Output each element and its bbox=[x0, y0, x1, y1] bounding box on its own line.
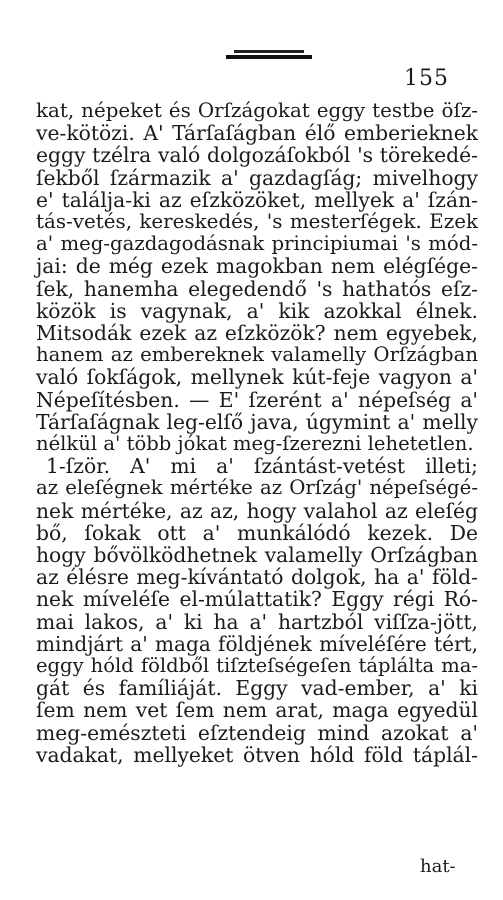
text-line: ve-kötözi. A' Tárſaſágban élő emberieknek bbox=[36, 121, 478, 146]
text-line: való ſokſágok, mellynek kút-feje vagyon a' bbox=[36, 365, 478, 390]
text-line: nek mértéke, az az, hogy valahol az eleſég bbox=[36, 498, 478, 523]
text-line: Mitsodák ezek az eſzközök? nem egyebek, bbox=[36, 321, 478, 346]
text-line: e' találja-ki az eſzközöket, mellyek a' ſzán- bbox=[36, 187, 478, 212]
ornament-rule-bottom bbox=[226, 55, 312, 59]
text-line: ſekből ſzármazik a' gazdagſág; mivelhogy bbox=[36, 165, 478, 190]
text-line: az élésre meg-kívántató dolgok, ha a' föld- bbox=[36, 565, 478, 590]
text-line: hanem az embereknek valamelly Orſzágban bbox=[36, 343, 478, 367]
text-line: nélkül a' több jókat meg-ſzerezni lehetetlen. bbox=[36, 432, 474, 456]
text-line: az eleſégnek mértéke az Orſzág' népeſségé- bbox=[36, 476, 478, 500]
text-line: Tárſaſágnak leg-elſő java, úgymint a' melly bbox=[36, 409, 478, 434]
catchword: hat- bbox=[420, 856, 456, 877]
text-line: kat, népeket és Orſzágokat eggy testbe öſz- bbox=[36, 99, 478, 122]
text-line: bő, ſokak ott a' munkálódó kezek. De bbox=[36, 520, 478, 545]
text-line: eggy hóld földből tiſzteſségeſen táplálta ma- bbox=[36, 654, 478, 678]
ornament-rule-top bbox=[234, 50, 304, 53]
text-line: meg-emészteti eſztendeig mind azokat a' bbox=[36, 720, 478, 745]
text-line: hogy bővölködhetnek valamelly Orſzágban bbox=[36, 543, 478, 568]
text-line: vadakat, mellyeket ötven hóld föld táplál- bbox=[36, 742, 478, 767]
text-line: tás-vetés, kereskedés, 's mesterſégek. Ezek bbox=[36, 210, 478, 234]
text-line: ſek, hanemha elegedendő 's hathatós eſz- bbox=[36, 276, 478, 301]
text-line: nek míveléſe el-múlattatik? Eggy régi Ró- bbox=[36, 587, 478, 612]
text-line: gát és famíliáját. Eggy vad-ember, a' ki bbox=[36, 676, 478, 701]
text-line: Népeſítésben. — E' ſzerént a' népeſség a' bbox=[36, 387, 478, 412]
text-line: mindjárt a' maga földjének míveléſére tért, bbox=[36, 631, 478, 656]
text-line: ſem nem vet ſem nem arat, maga egyedül bbox=[36, 698, 478, 723]
section-start-line: 1-ſzör. A' mi a' ſzántást-vetést illeti; bbox=[46, 454, 478, 479]
text-line: a' meg-gazdagodásnak principiumai 's mód- bbox=[36, 232, 478, 256]
header-ornament bbox=[226, 50, 312, 60]
page-number: 155 bbox=[404, 66, 449, 91]
text-line: eggy tzélra való dolgozáſokból 's törekedé- bbox=[36, 143, 478, 168]
text-line: mai lakos, a' ki ha a' hartzból viſſza-jött, bbox=[36, 609, 478, 634]
body-text bbox=[36, 100, 478, 766]
text-line: jai: de még ezek magokban nem elégſége- bbox=[36, 254, 478, 279]
text-line: közök is vagynak, a' kik azokkal élnek. bbox=[36, 298, 478, 323]
